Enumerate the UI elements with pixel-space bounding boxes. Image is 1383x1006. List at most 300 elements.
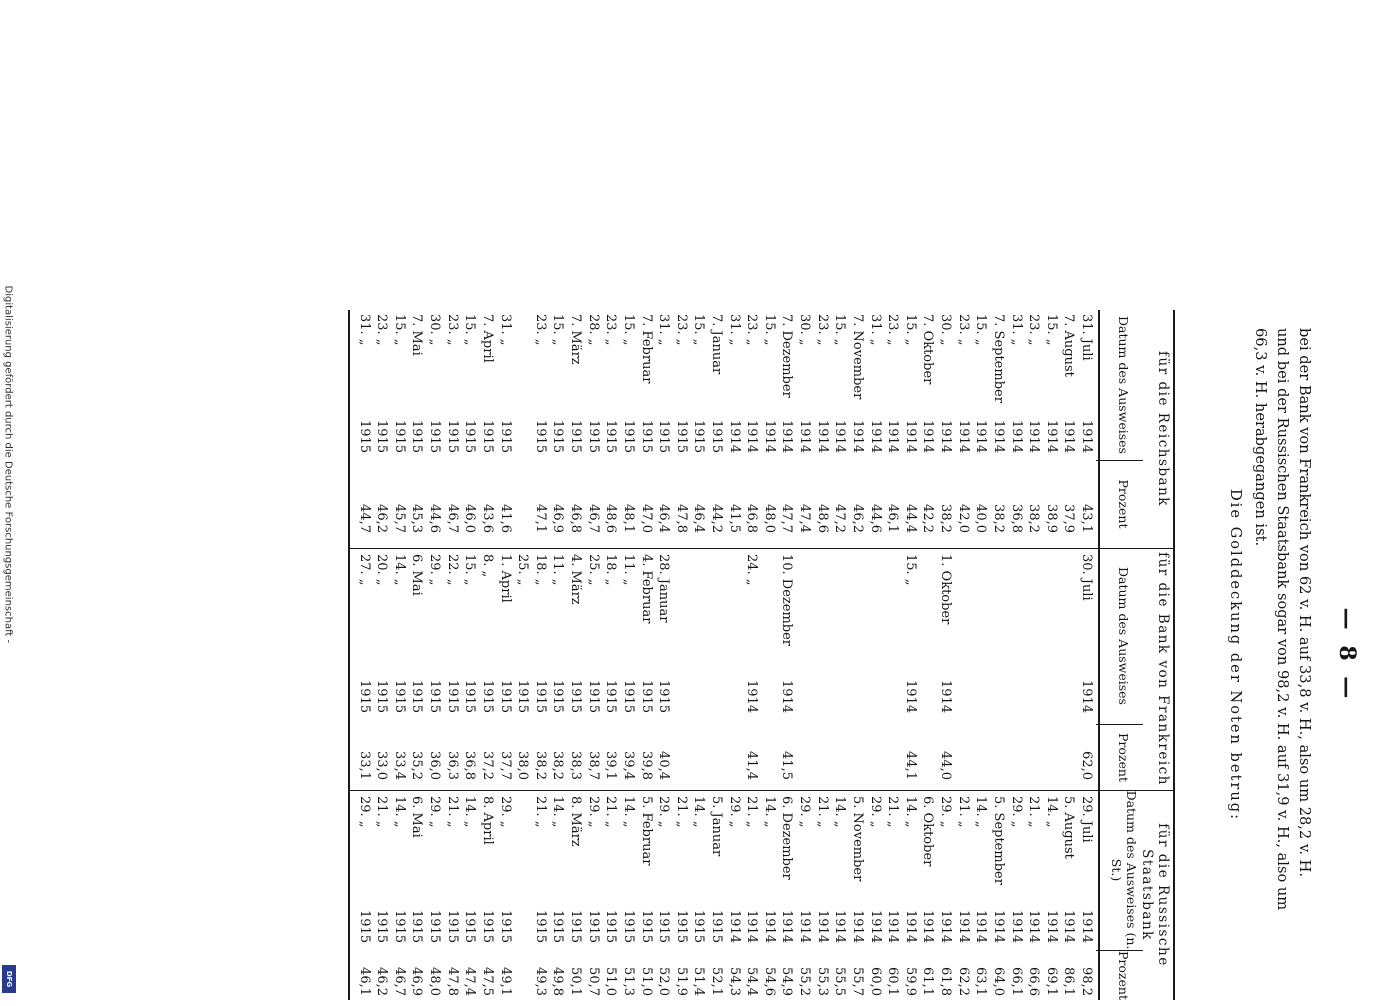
table-cell: 1915 — [356, 420, 372, 454]
table-cell: 15. „ — [902, 314, 918, 346]
table-cell: 44,1 — [902, 751, 918, 780]
table-cell: 38,2 — [532, 751, 548, 780]
table-cell: 46,7 — [444, 504, 460, 533]
table-cell: 1914 — [779, 420, 795, 454]
table-cell: 31. „ — [656, 314, 672, 346]
table-cell: 1915 — [462, 680, 478, 714]
table-cell: 7. August — [1061, 314, 1077, 377]
table-cell: 14. „ — [691, 796, 707, 828]
table-cell: 1915 — [462, 420, 478, 454]
table-cell: 28. Januar — [656, 554, 672, 623]
table-cell: 30. Juli — [1079, 554, 1094, 601]
table-cell: 66,6 — [1026, 967, 1042, 996]
table-cell: 29. „ — [427, 796, 443, 828]
table-cell: 1914 — [955, 420, 971, 454]
column-divider — [350, 548, 1175, 549]
table-cell: 41,6 — [497, 504, 513, 533]
table-cell: 14. „ — [832, 796, 848, 828]
table-cell: 1914 — [920, 910, 936, 944]
table-cell: 27. „ — [356, 554, 372, 586]
table-cell: 14. „ — [391, 554, 407, 586]
table-cell: 1915 — [620, 680, 636, 714]
table-cell: 38,0 — [515, 751, 531, 780]
table-cell: 21. „ — [744, 796, 760, 828]
table-cell: 37,7 — [497, 751, 513, 780]
table-cell: 1915 — [585, 420, 601, 454]
table-cell: 1915 — [409, 680, 425, 714]
table-cell: 1915 — [638, 420, 654, 454]
table-cell: 1914 — [1061, 910, 1077, 944]
table-cell: 44,4 — [902, 504, 918, 533]
table-cell: 1915 — [374, 910, 390, 944]
table-cell: 1915 — [656, 910, 672, 944]
table-cell: 1914 — [1008, 910, 1024, 944]
table-cell: 15. „ — [462, 314, 478, 346]
table-cell: 31. „ — [497, 314, 513, 346]
table-cell: 44,2 — [709, 504, 724, 533]
table-cell: 48,6 — [603, 504, 619, 533]
table-cell: 63,1 — [973, 967, 989, 996]
table-cell: 38,7 — [585, 751, 601, 780]
table-cell: 1915 — [585, 680, 601, 714]
table-cell: 28. „ — [585, 314, 601, 346]
table-cell: 7. Oktober — [920, 314, 936, 385]
table-cell: 1915 — [479, 680, 495, 714]
table-cell: 1914 — [832, 420, 848, 454]
table-cell: 47,1 — [532, 504, 548, 533]
table-cell: 1914 — [1008, 420, 1024, 454]
table-cell: 23. „ — [374, 314, 390, 346]
table-cell: 1915 — [391, 680, 407, 714]
table-cell: 41,5 — [726, 504, 742, 533]
table-cell: 29. „ — [1008, 796, 1024, 828]
table-cell: 15. „ — [973, 314, 989, 346]
table-cell: 46,9 — [409, 967, 425, 996]
intro-line: und bei der Russischen Staatsbank sogar von 98,2 v. H. auf 31,9 v. H., also um — [1274, 328, 1291, 911]
table-cell: 1914 — [832, 910, 848, 944]
table-cell: 43,1 — [1079, 504, 1094, 533]
table-cell: 6. Mai — [409, 554, 425, 596]
table-cell: 1914 — [1026, 420, 1042, 454]
table-cell: 30. „ — [797, 314, 813, 346]
table-cell: 23. „ — [673, 314, 689, 346]
column-divider — [350, 790, 1175, 791]
table-cell: 1915 — [444, 910, 460, 944]
table-cell: 44,7 — [356, 504, 372, 533]
table-cell: 30. „ — [938, 314, 954, 346]
table-cell: 47,8 — [673, 504, 689, 533]
table-cell: 1915 — [603, 680, 619, 714]
table-cell: 98,2 — [1079, 967, 1094, 996]
table-cell: 38,2 — [990, 504, 1006, 533]
table-cell: 7. Dezember — [779, 314, 795, 398]
table-cell: 48,6 — [814, 504, 830, 533]
table-cell: 1914 — [744, 680, 760, 714]
table-cell: 44,6 — [867, 504, 883, 533]
table-cell: 55,5 — [832, 967, 848, 996]
table-cell: 6. Mai — [409, 796, 425, 838]
table-cell: 24. „ — [744, 554, 760, 586]
digitization-note: Digitalisierung gefördert durch die Deutsche Forschungsgemeinschaft - — [2, 285, 14, 644]
table-cell: 23. „ — [444, 314, 460, 346]
table-cell: 29. Juli — [1079, 796, 1094, 843]
table-cell: 51,3 — [620, 967, 636, 996]
table-cell: 29. „ — [356, 796, 372, 828]
table-cell: 1915 — [391, 420, 407, 454]
table-cell: 61,1 — [920, 967, 936, 996]
table-cell: 31. „ — [867, 314, 883, 346]
column-group-header: für die Reichsbank — [1155, 351, 1171, 507]
table-cell: 51,0 — [603, 967, 619, 996]
table-cell: 1914 — [744, 910, 760, 944]
table-cell: 69,1 — [1043, 967, 1059, 996]
table-cell: 29. „ — [585, 796, 601, 828]
table-cell: 40,0 — [973, 504, 989, 533]
table-cell: 11. „ — [620, 554, 636, 586]
table-cell: 1914 — [920, 420, 936, 454]
rotated-page — [280, 310, 1370, 1000]
table-cell: 62,2 — [955, 967, 971, 996]
table-cell: 7. Februar — [638, 314, 654, 384]
table-cell: 1914 — [1026, 910, 1042, 944]
table-cell: 30. „ — [427, 314, 443, 346]
table-cell: 15. „ — [902, 554, 918, 586]
table-cell: 1915 — [374, 680, 390, 714]
table-cell: 1915 — [444, 420, 460, 454]
table-caption: Die Golddeckung der Noten betrug: — [1227, 488, 1244, 822]
table-cell: 5. August — [1061, 796, 1077, 859]
table-cell: 47,2 — [832, 504, 848, 533]
table-cell: 23. „ — [1026, 314, 1042, 346]
table-cell: 39,1 — [603, 751, 619, 780]
table-cell: 46,2 — [374, 504, 390, 533]
table-cell: 14. „ — [462, 796, 478, 828]
table-cell: 1914 — [814, 420, 830, 454]
table-cell: 36,3 — [444, 751, 460, 780]
table-cell: 33,0 — [374, 751, 390, 780]
table-cell: 6. Dezember — [779, 796, 795, 880]
table-cell: 1914 — [938, 910, 954, 944]
table-cell: 39,4 — [620, 751, 636, 780]
table-cell: 29. „ — [726, 796, 742, 828]
table-cell: 41,5 — [779, 751, 795, 780]
table-cell: 15. „ — [462, 554, 478, 586]
table-cell: 1915 — [620, 910, 636, 944]
table-cell: 21. „ — [374, 796, 390, 828]
digitization-sidebar — [0, 0, 28, 1000]
table-cell: 1914 — [814, 910, 830, 944]
table-cell: 1915 — [462, 910, 478, 944]
table-cell: 21. „ — [1026, 796, 1042, 828]
table-cell: 6. Oktober — [920, 796, 936, 867]
table-cell: 31. Juli — [1079, 314, 1094, 361]
table-cell: 1915 — [532, 910, 548, 944]
table-cell: 23. „ — [603, 314, 619, 346]
table-cell: 1914 — [973, 420, 989, 454]
table-cell: 1914 — [797, 420, 813, 454]
table-cell: 1915 — [603, 420, 619, 454]
table-cell: 51,9 — [673, 967, 689, 996]
table-cell: 47,4 — [797, 504, 813, 533]
table-cell: 1915 — [427, 910, 443, 944]
table-cell: 37,9 — [1061, 504, 1077, 533]
table-cell: 1914 — [1061, 420, 1077, 454]
table-cell: 1914 — [1043, 420, 1059, 454]
date-column-header: Datum des Ausweises — [1116, 567, 1131, 705]
table-cell: 1914 — [779, 680, 795, 714]
table-cell: 46,2 — [849, 504, 865, 533]
table-cell: 46,9 — [550, 504, 566, 533]
table-cell: 20. „ — [374, 554, 390, 586]
table-cell: 21. „ — [673, 796, 689, 828]
table-cell: 7. April — [479, 314, 495, 363]
table-cell: 1914 — [885, 420, 901, 454]
table-cell: 7. Januar — [709, 314, 724, 375]
table-cell: 1915 — [427, 680, 443, 714]
table-cell: 10. Dezember — [779, 554, 795, 647]
table-cell: 7. November — [849, 314, 865, 400]
table-top-rule — [1173, 310, 1175, 1000]
table-cell: 44,0 — [938, 751, 954, 780]
table-cell: 1915 — [356, 680, 372, 714]
table-cell: 46,2 — [374, 967, 390, 996]
dfg-logo-text: DFG — [5, 970, 13, 988]
table-cell: 54,6 — [761, 967, 777, 996]
table-cell: 7. März — [568, 314, 584, 365]
table-cell: 49,3 — [532, 967, 548, 996]
table-cell: 29. „ — [938, 796, 954, 828]
table-cell: 15. „ — [620, 314, 636, 346]
percent-column-header: Prozent — [1116, 733, 1131, 782]
table-cell: 1915 — [673, 910, 689, 944]
table-cell: 55,3 — [814, 967, 830, 996]
table-cell: 42,0 — [955, 504, 971, 533]
table-cell: 11. „ — [550, 554, 566, 586]
table-cell: 54,9 — [779, 967, 795, 996]
table-cell: 55,2 — [797, 967, 813, 996]
table-cell: 21. „ — [885, 796, 901, 828]
table-cell: 1915 — [515, 680, 531, 714]
table-cell: 1915 — [550, 680, 566, 714]
table-cell: 1915 — [550, 910, 566, 944]
table-cell: 60,1 — [885, 967, 901, 996]
table-cell: 15. „ — [391, 314, 407, 346]
percent-column-header: Prozent — [1116, 479, 1131, 529]
table-cell: 47,0 — [638, 504, 654, 533]
table-cell: 35,2 — [409, 751, 425, 780]
table-cell: 42,2 — [920, 504, 936, 533]
table-cell: 31. „ — [356, 314, 372, 346]
table-cell: 1914 — [867, 420, 883, 454]
table-cell: 1914 — [849, 910, 865, 944]
table-cell: 36,0 — [427, 751, 443, 780]
table-cell: 1915 — [638, 680, 654, 714]
table-cell: 23. „ — [532, 314, 548, 346]
table-cell: 1915 — [497, 680, 513, 714]
table-cell: 46,7 — [391, 967, 407, 996]
table-cell: 1914 — [867, 910, 883, 944]
table-cell: 18. „ — [603, 554, 619, 586]
table-cell: 1915 — [656, 680, 672, 714]
table-cell: 29. „ — [867, 796, 883, 828]
page-number: — 8 — — [1334, 607, 1360, 703]
table-cell: 15. „ — [550, 314, 566, 346]
table-cell: 22. „ — [444, 554, 460, 586]
table-cell: 47,8 — [444, 967, 460, 996]
table-cell: 66,1 — [1008, 967, 1024, 996]
table-cell: 1914 — [1079, 420, 1094, 454]
table-cell: 1915 — [374, 420, 390, 454]
table-cell: 1915 — [479, 420, 495, 454]
table-cell: 15. „ — [832, 314, 848, 346]
table-cell: 46,1 — [885, 504, 901, 533]
table-cell: 39,8 — [638, 751, 654, 780]
table-cell: 52,1 — [709, 967, 724, 996]
table-cell: 50,7 — [585, 967, 601, 996]
table-cell: 1. April — [497, 554, 513, 603]
table-cell: 49,1 — [497, 967, 513, 996]
table-cell: 49,8 — [550, 967, 566, 996]
table-cell: 54,3 — [726, 967, 742, 996]
column-group-header: für die Russische Staatsbank — [1139, 823, 1171, 967]
table-cell: 1915 — [709, 910, 724, 944]
table-cell: 4. März — [568, 554, 584, 605]
table-cell: 86,1 — [1061, 967, 1077, 996]
table-cell: 64,0 — [990, 967, 1006, 996]
table-cell: 29. „ — [797, 796, 813, 828]
table-cell: 48,1 — [620, 504, 636, 533]
table-cell: 1915 — [479, 910, 495, 944]
table-cell: 1914 — [726, 420, 742, 454]
table-cell: 51,0 — [638, 967, 654, 996]
table-cell: 14. „ — [973, 796, 989, 828]
table-cell: 46,8 — [568, 504, 584, 533]
table-cell: 1914 — [761, 420, 777, 454]
table-cell: 33,1 — [356, 751, 372, 780]
table-cell: 1914 — [744, 420, 760, 454]
table-cell: 14. „ — [391, 796, 407, 828]
table-cell: 1915 — [568, 680, 584, 714]
intro-line: bei der Bank von Frankreich von 62 v. H. auf 33,8 v. H., also um 28,2 v. H. — [1296, 328, 1313, 878]
table-cell: 1915 — [709, 420, 724, 454]
table-cell: 1914 — [902, 910, 918, 944]
table-cell: 14. „ — [550, 796, 566, 828]
date-column-header: Datum des Ausweises — [1116, 316, 1131, 454]
table-cell: 23. „ — [744, 314, 760, 346]
table-cell: 31. „ — [1008, 314, 1024, 346]
table-cell: 1914 — [761, 910, 777, 944]
table-cell: 1914 — [938, 420, 954, 454]
table-cell: 54,4 — [744, 967, 760, 996]
table-cell: 1914 — [885, 910, 901, 944]
table-cell: 48,0 — [761, 504, 777, 533]
table-cell: 44,6 — [427, 504, 443, 533]
table-cell: 50,1 — [568, 967, 584, 996]
percent-column-header: Prozent — [1116, 951, 1131, 1000]
table-cell: 23. „ — [814, 314, 830, 346]
table-cell: 23. „ — [955, 314, 971, 346]
table-cell: 15. „ — [691, 314, 707, 346]
table-cell: 1914 — [726, 910, 742, 944]
table-header-rule — [1099, 310, 1101, 1000]
table-cell: 1914 — [973, 910, 989, 944]
table-cell: 38,2 — [550, 751, 566, 780]
table-cell: 51,4 — [691, 967, 707, 996]
table-cell: 15. „ — [761, 314, 777, 346]
table-cell: 14. „ — [902, 796, 918, 828]
table-cell: 1914 — [902, 680, 918, 714]
table-cell: 21. „ — [955, 796, 971, 828]
table-cell: 1914 — [1043, 910, 1059, 944]
table-cell: 7. Mai — [409, 314, 425, 356]
table-cell: 1915 — [638, 910, 654, 944]
table-cell: 1915 — [620, 420, 636, 454]
table-cell: 1915 — [497, 910, 513, 944]
table-cell: 1914 — [990, 910, 1006, 944]
table-cell: 1914 — [849, 420, 865, 454]
table-cell: 47,4 — [462, 967, 478, 996]
table-cell: 1914 — [797, 910, 813, 944]
table-cell: 1915 — [585, 910, 601, 944]
table-cell: 60,0 — [867, 967, 883, 996]
table-cell: 1914 — [1079, 910, 1094, 944]
table-cell: 1914 — [902, 420, 918, 454]
table-cell: 46,7 — [585, 504, 601, 533]
table-cell: 1915 — [532, 680, 548, 714]
table-cell: 38,2 — [1026, 504, 1042, 533]
table-cell: 18. „ — [532, 554, 548, 586]
table-cell: 1914 — [779, 910, 795, 944]
table-cell: 5. Februar — [638, 796, 654, 866]
table-cell: 5. September — [990, 796, 1006, 885]
table-cell: 1915 — [603, 910, 619, 944]
table-cell: 45,7 — [391, 504, 407, 533]
table-cell: 5. Januar — [709, 796, 724, 857]
table-cell: 61,8 — [938, 967, 954, 996]
table-cell: 29. „ — [427, 554, 443, 586]
table-cell: 14. „ — [1043, 796, 1059, 828]
table-cell: 1915 — [691, 910, 707, 944]
table-bottom-rule — [349, 310, 351, 1000]
table-cell: 46,1 — [356, 967, 372, 996]
table-cell: 21. „ — [603, 796, 619, 828]
table-cell: 7. September — [990, 314, 1006, 403]
table-cell: 37,2 — [479, 751, 495, 780]
table-cell: 5. November — [849, 796, 865, 882]
table-cell: 45,3 — [409, 504, 425, 533]
table-cell: 1915 — [568, 420, 584, 454]
table-cell: 25. „ — [515, 554, 531, 586]
table-cell: 1915 — [356, 910, 372, 944]
dfg-logo — [2, 965, 16, 993]
table-cell: 1915 — [497, 420, 513, 454]
table-cell: 1915 — [550, 420, 566, 454]
table-cell: 46,0 — [462, 504, 478, 533]
table-cell: 1915 — [656, 420, 672, 454]
intro-line: 66,3 v. H. herabgegangen ist. — [1252, 328, 1269, 547]
table-cell: 46,8 — [744, 504, 760, 533]
table-cell: 36,8 — [462, 751, 478, 780]
table-cell: 8. April — [479, 796, 495, 845]
intro-paragraph — [1249, 328, 1315, 988]
table-cell: 40,4 — [656, 751, 672, 780]
table-cell: 21. „ — [532, 796, 548, 828]
table-cell: 1914 — [990, 420, 1006, 454]
table-cell: 21. „ — [814, 796, 830, 828]
table-cell: 1. Oktober — [938, 554, 954, 625]
table-cell: 8. „ — [479, 554, 495, 578]
table-cell: 59,9 — [902, 967, 918, 996]
